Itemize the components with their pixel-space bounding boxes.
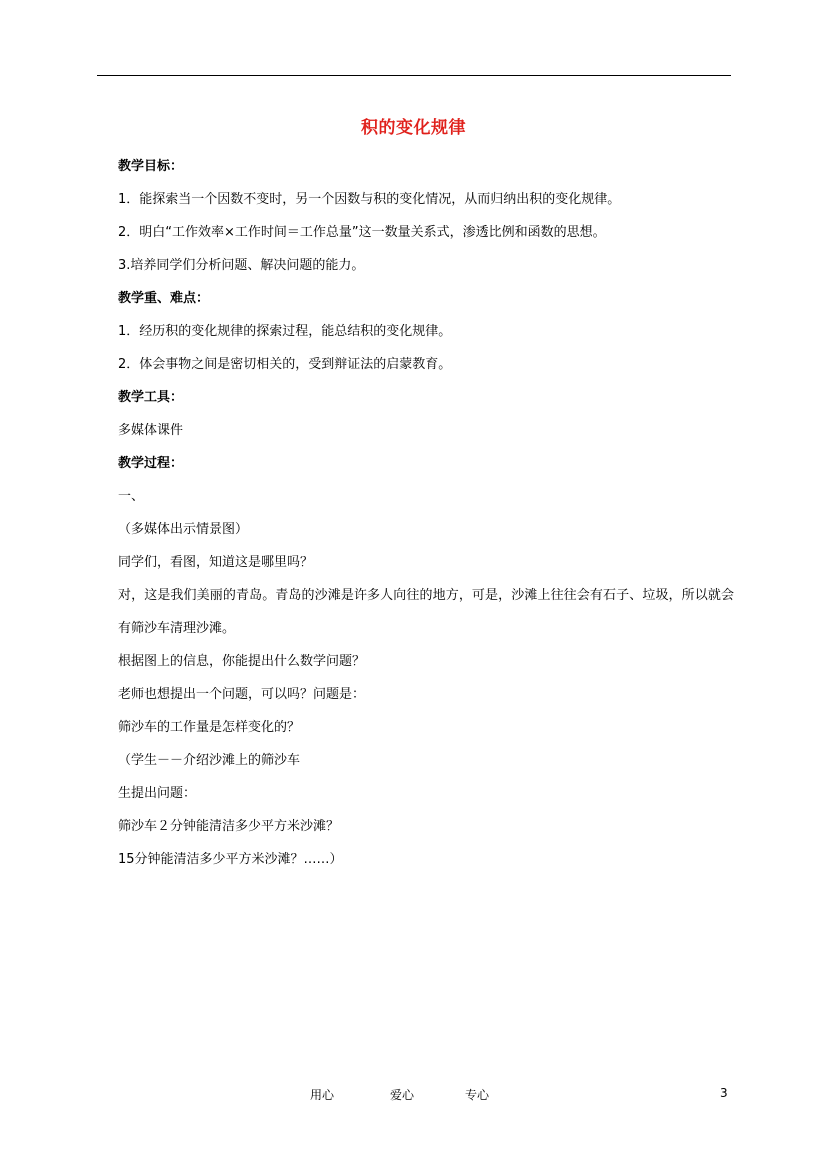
header-rule <box>97 75 731 76</box>
key-point-item-2: 2．体会事物之间是密切相关的，受到辩证法的启蒙教育。 <box>118 357 452 372</box>
document-title: 积的变化规律 <box>361 118 466 138</box>
process-line-2: （多媒体出示情景图） <box>118 522 249 537</box>
process-line-3: 同学们，看图，知道这是哪里吗？ <box>118 555 314 570</box>
process-line-4: 对，这是我们美丽的青岛。青岛的沙滩是许多人向往的地方，可是，沙滩上往往会有石子、垃圾，所以就会有筛沙车清理沙滩。 <box>118 588 734 636</box>
document-body <box>118 150 734 876</box>
process-line-1: 一、 <box>118 489 145 504</box>
tools-text: 多媒体课件 <box>118 423 184 438</box>
page-footer <box>0 1086 827 1102</box>
page-number: 3 <box>720 1086 728 1100</box>
process-line-5: 根据图上的信息，你能提出什么数学问题？ <box>118 654 366 669</box>
goal-item-2: 2．明白“工作效率×工作时间＝工作总量”这一数量关系式，渗透比例和函数的思想。 <box>118 225 606 240</box>
goal-item-1: 1．能探索当一个因数不变时，另一个因数与积的变化情况，从而归纳出积的变化规律。 <box>118 192 621 207</box>
process-line-7: 筛沙车的工作量是怎样变化的？ <box>118 720 301 735</box>
process-line-9: 生提出问题： <box>118 786 197 801</box>
key-point-item-1: 1．经历积的变化规律的探索过程，能总结积的变化规律。 <box>118 324 452 339</box>
goal-item-3: 3.培养同学们分析问题、解决问题的能力。 <box>118 258 365 273</box>
footer-motto-3: 专心 <box>465 1088 490 1102</box>
footer-motto-1: 用心 <box>310 1088 335 1102</box>
process-line-11: 15分钟能清洁多少平方米沙滩？……） <box>118 852 343 867</box>
process-line-10: 筛沙车２分钟能清洁多少平方米沙滩？ <box>118 819 340 834</box>
process-line-6: 老师也想提出一个问题，可以吗？问题是： <box>118 687 366 702</box>
key-points-heading: 教学重、难点： <box>118 291 210 306</box>
process-line-8: （学生－－介绍沙滩上的筛沙车 <box>118 753 301 768</box>
tools-heading: 教学工具： <box>118 390 184 405</box>
footer-motto-2: 爱心 <box>390 1088 415 1102</box>
goals-heading: 教学目标： <box>118 159 184 174</box>
process-heading: 教学过程： <box>118 456 184 471</box>
